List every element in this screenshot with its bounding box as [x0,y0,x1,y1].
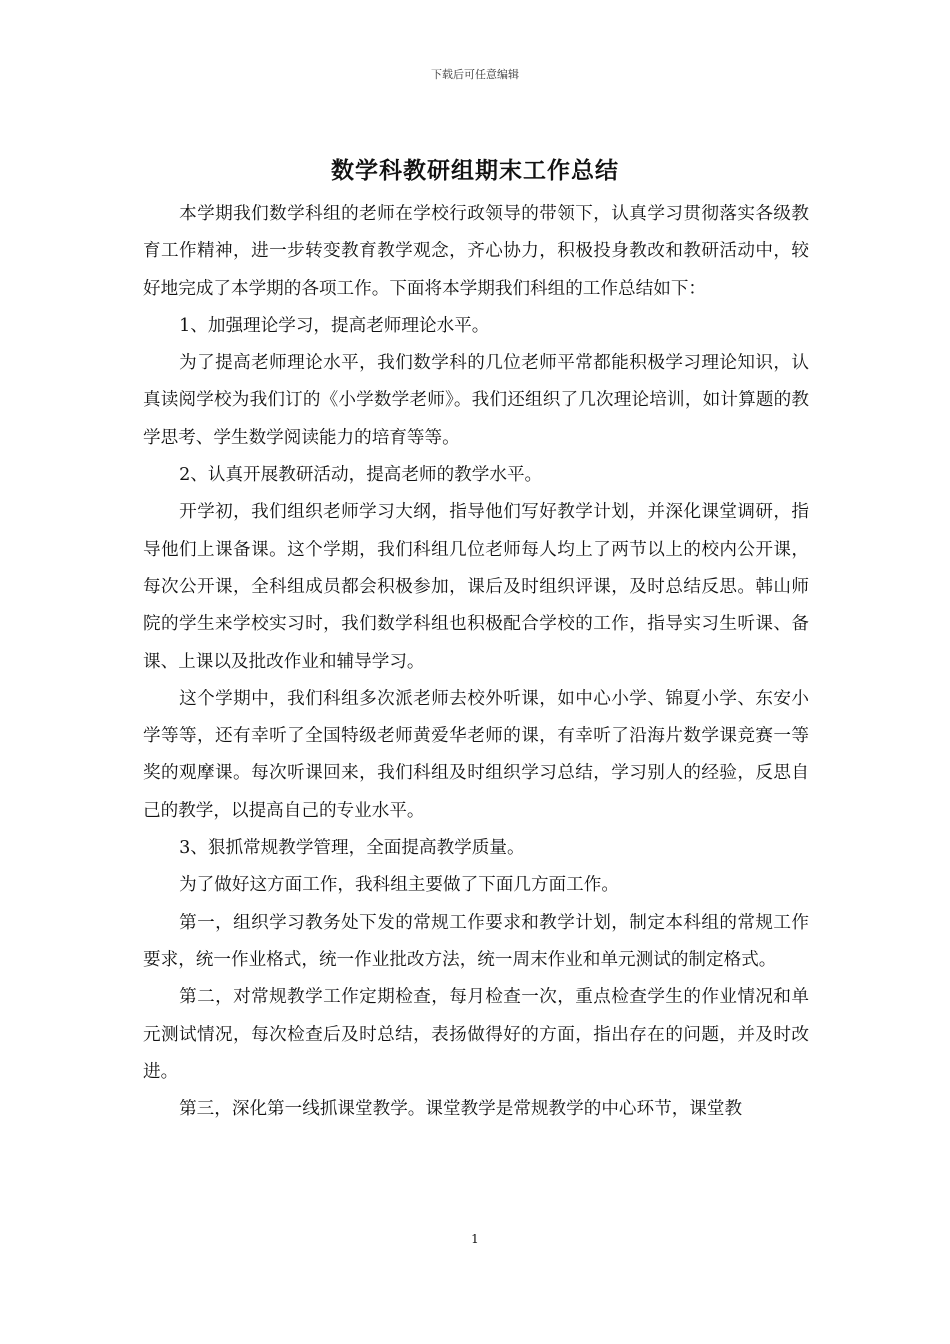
paragraph: 第一，组织学习教务处下发的常规工作要求和教学计划，制定本科组的常规工作要求，统一作业格式，统一作业批改方法，统一周末作业和单元测试的制定格式。 [143,912,809,970]
document-title: 数学科教研组期末工作总结 [331,157,619,184]
paragraph-intro: 本学期我们数学科组的老师在学校行政领导的带领下，认真学习贯彻落实各级教育工作精神，进一步转变教育教学观念，齐心协力，积极投身教改和教研活动中，较好地完成了本学期的各项工作。下面将本学期我们科组的工作总结如下： [143,204,809,299]
paragraph: 这个学期中，我们科组多次派老师去校外听课，如中心小学、锦夏小学、东安小学等等，还有幸听了全国特级老师黄爱华老师的课，有幸听了沿海片数学课竞赛一等奖的观摩课。每次听课回来，我们科组及时组织学习总结，学习别人的经验，反思自己的教学，以提高自己的专业水平。 [143,688,809,821]
document-body [143,196,809,1128]
page-number: 1 [471,1232,479,1246]
paragraph: 第三，深化第一线抓课堂教学。课堂教学是常规教学的中心环节，课堂教 [179,1099,743,1120]
section-heading-2: 2、认真开展教研活动，提高老师的教学水平。 [179,465,543,486]
section-heading-1: 1、加强理论学习，提高老师理论水平。 [179,315,490,336]
paragraph: 第二，对常规教学工作定期检查，每月检查一次，重点检查学生的作业情况和单元测试情况，每次检查后及时总结，表扬做得好的方面，指出存在的问题，并及时改进。 [143,987,809,1082]
paragraph: 开学初，我们组织老师学习大纲，指导他们写好教学计划，并深化课堂调研，指导他们上课备课。这个学期，我们科组几位老师每人均上了两节以上的校内公开课，每次公开课，全科组成员都会积极参加，课后及时组织评课，及时总结反思。韩山师院的学生来学校实习时，我们数学科组也积极配合学校的工作，指导实习生听课、备课、上课以及批改作业和辅导学习。 [143,502,809,672]
paragraph: 为了提高老师理论水平，我们数学科的几位老师平常都能积极学习理论知识，认真读阅学校为我们订的《小学数学老师》。我们还组织了几次理论培训，如计算题的教学思考、学生数学阅读能力的培育等等。 [143,353,809,448]
section-heading-3: 3、狠抓常规教学管理，全面提高教学质量。 [179,838,525,859]
paragraph: 为了做好这方面工作，我科组主要做了下面几方面工作。 [179,875,619,896]
header-note: 下载后可任意编辑 [431,68,519,81]
